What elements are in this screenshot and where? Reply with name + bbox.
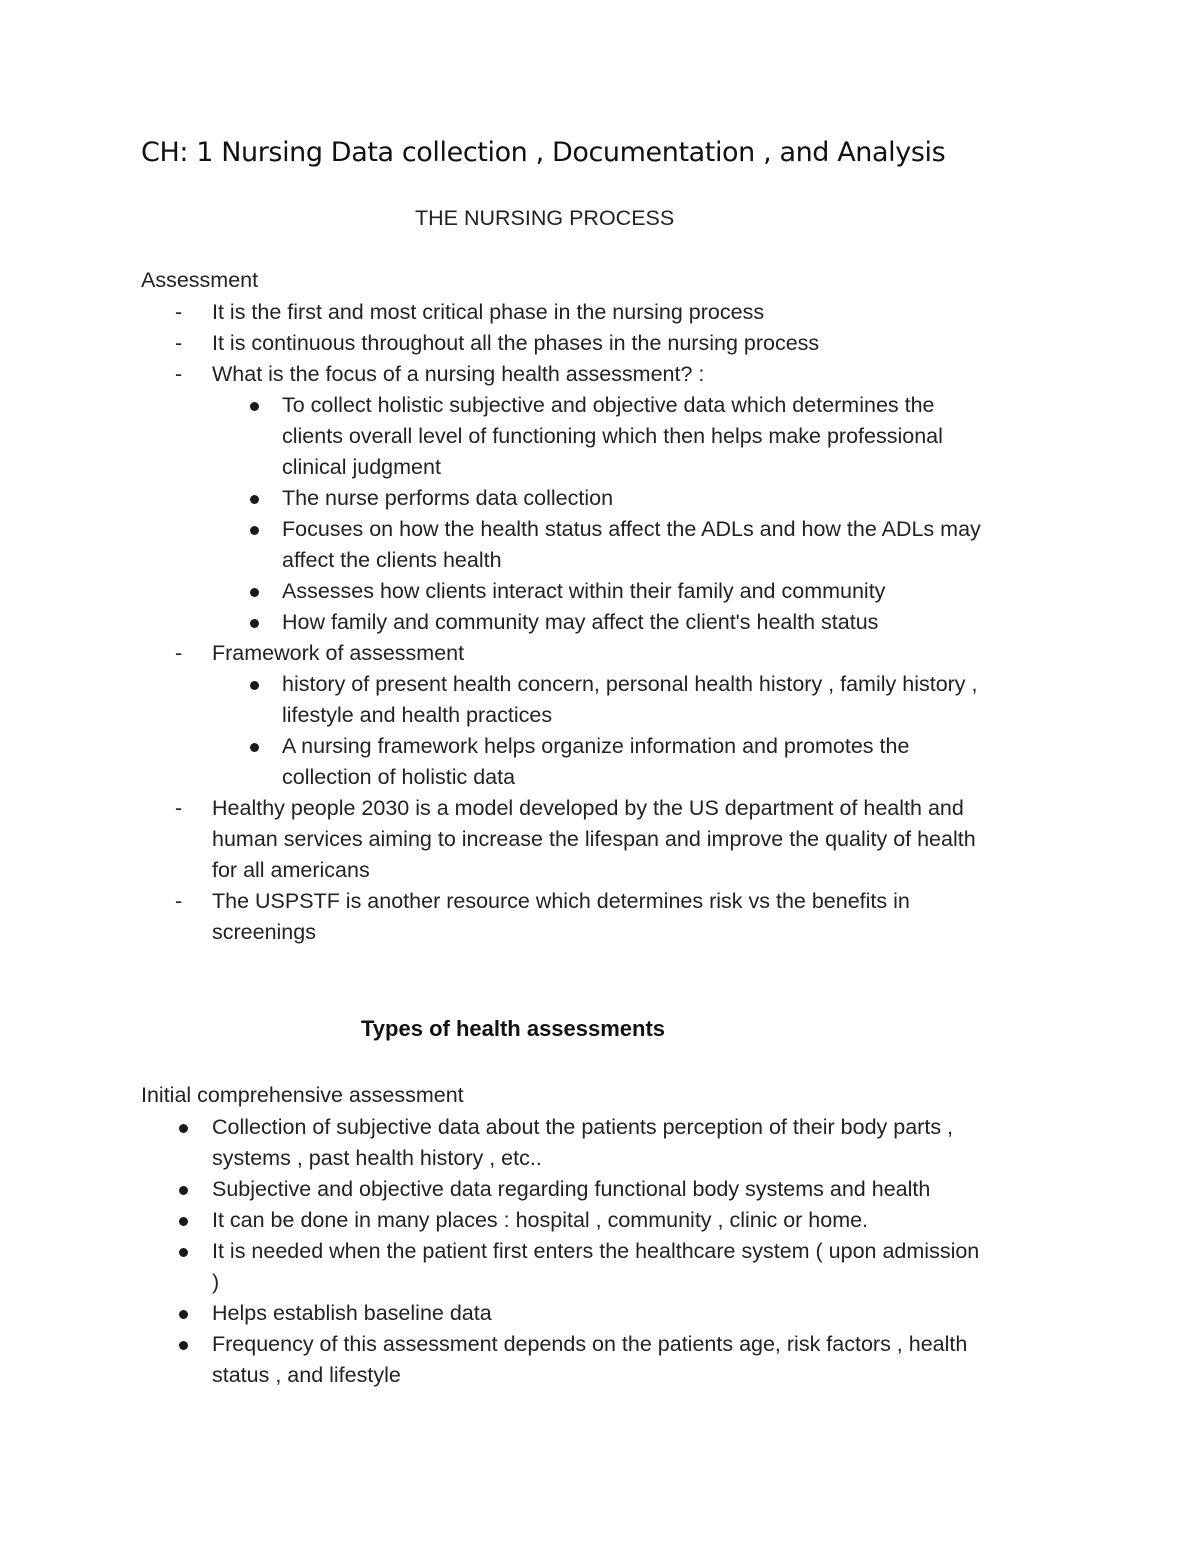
document-subtitle: THE NURSING PROCESS bbox=[415, 206, 675, 230]
initial-item-line: Frequency of this assessment depends on the patients age, risk factors , health bbox=[212, 1332, 968, 1356]
initial-item-line: status , and lifestyle bbox=[212, 1363, 401, 1387]
initial-item-line: Collection of subjective data about the patients perception of their body parts , bbox=[212, 1115, 954, 1139]
bullet-dot-icon bbox=[250, 588, 259, 597]
assessment-subitem-line: A nursing framework helps organize information and promotes the bbox=[282, 734, 910, 758]
assessment-item-line: Framework of assessment bbox=[212, 641, 465, 665]
dash-marker: - bbox=[175, 300, 183, 324]
bullet-dot-icon bbox=[179, 1217, 188, 1226]
bullet-dot-icon bbox=[179, 1124, 188, 1133]
initial-item-line: Subjective and objective data regarding functional body systems and health bbox=[212, 1177, 931, 1201]
document-title: CH: 1 Nursing Data collection , Documentation , and Analysis bbox=[141, 137, 946, 168]
assessment-subitem-line: history of present health concern, personal health history , family history , bbox=[282, 672, 978, 696]
assessment-heading: Assessment bbox=[141, 268, 259, 292]
assessment-item-line: It is the first and most critical phase in the nursing process bbox=[212, 300, 765, 324]
assessment-subitem-line: How family and community may affect the client's health status bbox=[282, 610, 879, 634]
assessment-item-line: What is the focus of a nursing health assessment? : bbox=[212, 362, 705, 386]
initial-item-line: ) bbox=[212, 1270, 220, 1294]
bullet-dot-icon bbox=[250, 619, 259, 628]
bullet-dot-icon bbox=[179, 1310, 188, 1319]
bullet-dot-icon bbox=[179, 1248, 188, 1257]
assessment-item-line: It is continuous throughout all the phases in the nursing process bbox=[212, 331, 820, 355]
bullet-dot-icon bbox=[250, 743, 259, 752]
dash-marker: - bbox=[175, 362, 183, 386]
assessment-item-line: for all americans bbox=[212, 858, 370, 882]
bullet-dot-icon bbox=[250, 526, 259, 535]
bullet-dot-icon bbox=[179, 1186, 188, 1195]
assessment-subitem-line: The nurse performs data collection bbox=[282, 486, 614, 510]
dash-marker: - bbox=[175, 796, 183, 820]
assessment-subitem-line: Assesses how clients interact within their family and community bbox=[282, 579, 886, 603]
bullet-dot-icon bbox=[250, 402, 259, 411]
assessment-item-line: Healthy people 2030 is a model developed by the US department of health and bbox=[212, 796, 964, 820]
assessment-item-line: screenings bbox=[212, 920, 316, 944]
initial-item-line: Helps establish baseline data bbox=[212, 1301, 492, 1325]
assessment-subitem-line: To collect holistic subjective and objective data which determines the bbox=[282, 393, 935, 417]
assessment-subitem-line: affect the clients health bbox=[282, 548, 502, 572]
assessment-item-line: human services aiming to increase the lifespan and improve the quality of health bbox=[212, 827, 976, 851]
dash-marker: - bbox=[175, 641, 183, 665]
dash-marker: - bbox=[175, 889, 183, 913]
bullet-dot-icon bbox=[250, 495, 259, 504]
dash-marker: - bbox=[175, 331, 183, 355]
bullet-dot-icon bbox=[250, 681, 259, 690]
initial-item-line: It can be done in many places : hospital , community , clinic or home. bbox=[212, 1208, 869, 1232]
types-heading: Types of health assessments bbox=[361, 1016, 666, 1041]
assessment-subitem-line: lifestyle and health practices bbox=[282, 703, 553, 727]
initial-item-line: systems , past health history , etc.. bbox=[212, 1146, 542, 1170]
assessment-subitem-line: clinical judgment bbox=[282, 455, 441, 479]
assessment-item-line: The USPSTF is another resource which determines risk vs the benefits in bbox=[212, 889, 910, 913]
assessment-subitem-line: collection of holistic data bbox=[282, 765, 516, 789]
initial-assessment-heading: Initial comprehensive assessment bbox=[141, 1083, 464, 1107]
assessment-subitem-line: clients overall level of functioning which then helps make professional bbox=[282, 424, 943, 448]
assessment-subitem-line: Focuses on how the health status affect the ADLs and how the ADLs may bbox=[282, 517, 981, 541]
bullet-dot-icon bbox=[179, 1341, 188, 1350]
initial-item-line: It is needed when the patient first enters the healthcare system ( upon admission bbox=[212, 1239, 980, 1263]
